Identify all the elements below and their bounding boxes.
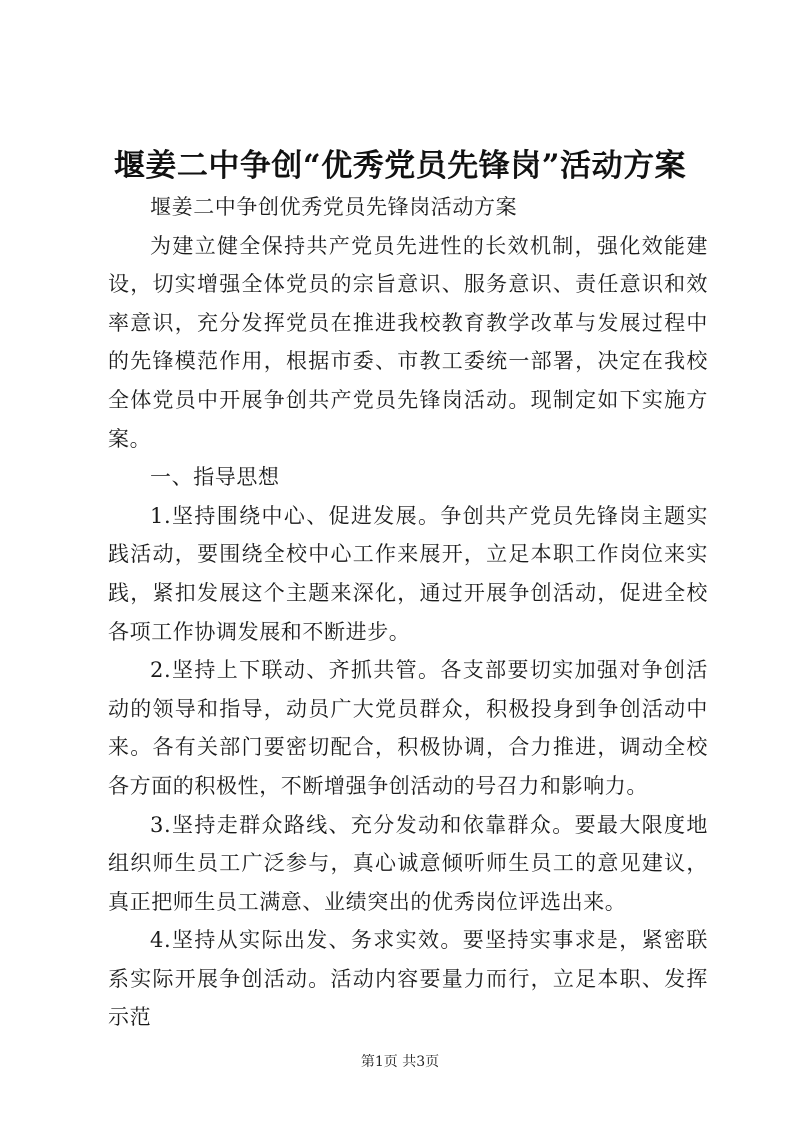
intro-paragraph: 为建立健全保持共产党员先进性的长效机制，强化效能建设，切实增强全体党员的宗旨意识、服务意识、责任意识和效率意识，充分发挥党员在推进我校教育教学改革与发展过程中的先锋模范作用，根据市委、市教工委统一部署，决定在我校全体党员中开展争创共产党员先锋岗活动。现制定如下实施方案。 xyxy=(108,233,708,451)
list-item-paragraph: 1.坚持围绕中心、促进发展。争创共产党员先锋岗主题实践活动，要围绕全校中心工作来展开，立足本职工作岗位来实践，紧扣发展这个主题来深化，通过开展争创活动，促进全校各项工作协调发展和不断进步。 xyxy=(108,503,708,644)
section-heading: 一、指导思想 xyxy=(150,465,280,490)
document-body xyxy=(108,188,708,1037)
subtitle-paragraph: 堰姜二中争创优秀党员先锋岗活动方案 xyxy=(150,195,518,219)
page-footer: 第1页 共3页 xyxy=(360,1054,440,1070)
list-item-paragraph: 3.坚持走群众路线、充分发动和依靠群众。要最大限度地组织师生员工广泛参与，真心诚意倾听师生员工的意见建议，真正把师生员工满意、业绩突出的优秀岗位评选出来。 xyxy=(108,812,708,914)
list-item-paragraph: 4.坚持从实际出发、务求实效。要坚持实事求是，紧密联系实际开展争创活动。活动内容要量力而行，立足本职、发挥示范 xyxy=(108,928,708,1030)
list-item-paragraph: 2.坚持上下联动、齐抓共管。各支部要切实加强对争创活动的领导和指导，动员广大党员群众，积极投身到争创活动中来。各有关部门要密切配合，积极协调，合力推进，调动全校各方面的积极性，不断增强争创活动的号召力和影响力。 xyxy=(108,658,708,798)
document-title: 堰姜二中争创“优秀党员先锋岗”活动方案 xyxy=(113,148,687,184)
